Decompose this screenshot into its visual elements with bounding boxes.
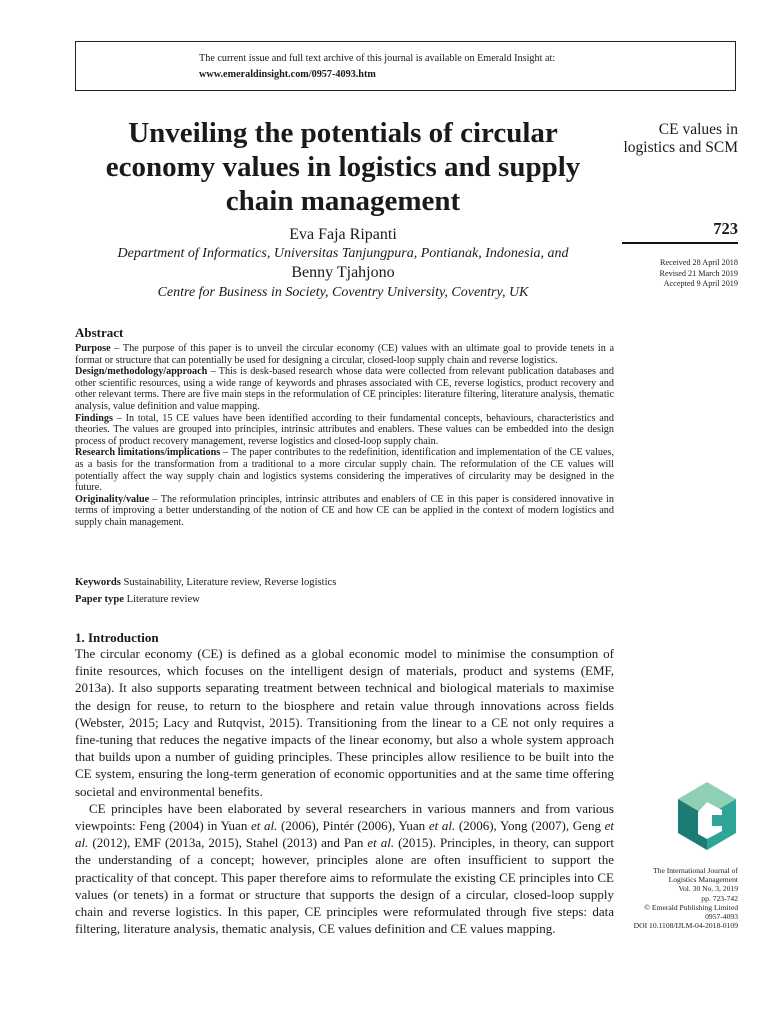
paper-type: Paper type Literature review	[75, 594, 200, 605]
introduction-body	[75, 645, 614, 937]
emerald-logo-icon	[676, 782, 738, 850]
copyright: © Emerald Publishing Limited	[644, 902, 738, 912]
section-heading: 1. Introduction	[75, 630, 159, 645]
abstract-originality: Originality/value – The reformulation principles, intrinsic attributes and enablers of CE in this paper is considered innovative in terms of improving a better understanding of the notion of CE and how CE can be applied in the context of modern logistics and supply chain management.	[75, 493, 614, 528]
author-affiliation: Department of Informatics, Universitas Tanjungpura, Pontianak, Indonesia, and	[117, 246, 569, 261]
abstract-body	[75, 343, 614, 529]
issn: 0957-4093	[705, 912, 738, 922]
doi[interactable]: DOI 10.1108/IJLM-04-2018-0109	[633, 921, 738, 931]
journal-name: The International Journal of	[653, 866, 738, 875]
abstract-design: Design/methodology/approach – This is desk-based research whose data were collected from relevant publication databases and other scientific resources, using a wide range of keywords and phrases associated with CE, reverse logistics, product recovery and other relevant terms. There are five main steps in the reformulation of CE principles: literature filtering, literature analysis, thematic analysis, value definition and value mapping.	[75, 366, 614, 412]
abstract-limitations: Research limitations/implications – The paper contributes to the redefinition, identification and implementation of the CE values, as a basis for the transformation from a traditional to a more circular supply chain. The reformulation of the CE values will potentially affect the way supply chain and logistics systems considering the imperatives of circularity may be designed in the future.	[75, 447, 614, 494]
abstract-findings: Findings – In total, 15 CE values have been identified according to their fundamental concepts, behaviours, characteristics and theories. The values are grouped into principles, intrinsic attributes and enablers. These values can be embedded into the design process of product recovery management, reverse logistics and closed-loop supply chain.	[75, 412, 614, 447]
received-date: Received 28 April 2018	[660, 258, 738, 267]
author-name: Eva Faja Ripanti	[289, 226, 397, 243]
abstract-purpose: Purpose – The purpose of this paper is to unveil the circular economy (CE) values with an ultimate goal to provide tenets in a format or structure that can potentially be used for designing a circular, closed-loop supply chain and reverse logistics.	[75, 343, 614, 366]
journal-pages: pp. 723-742	[701, 893, 738, 903]
submission-dates	[600, 258, 738, 290]
paragraph: The circular economy (CE) is defined as a global economic model to minimise the consumption of finite resources, which focuses on the intelligent design of materials, product and systems (EMF, 2013a). It also supports separating treatment between technical and biological materials to maximise the design for reuse, to return to the biosphere and retain value through innovations across fields (Webster, 2015; Lacy and Rutqvist, 2015). Transitioning from the linear to a CE not only requires a fine-tuning that reduces the negative impacts of the linear economy, but also a whole system approach that builds upon a number of guiding principles. These principles allow resilience to be built into the CE system, ensuring the long-term generation of economic opportunities and at the same time offering societal and environmental benefits.	[75, 646, 614, 799]
accepted-date: Accepted 9 April 2019	[663, 279, 738, 288]
journal-name: Logistics Management	[668, 875, 738, 885]
running-title: CE values in logistics and SCM	[623, 121, 738, 156]
page-number: 723	[713, 219, 738, 238]
availability-text: The current issue and full text archive of this journal is available on Emerald Insight at:	[199, 53, 556, 64]
paragraph: CE principles have been elaborated by several researchers in various manners and from various viewpoints: Feng (2004) in Yuan et al. (2006), Pintér (2006), Yuan et al. (2006), Yong (2007), Geng et al. (2012), EMF (2013a, 2015), Stahel (2013) and Pan et al. (2015). Principles, in theory, can support the understanding of a concept; however, principles alone are often insufficient to support the practicality of that concept. This paper therefore aims to reformulate the existing CE principles into CE values (or tenets) in a format or structure that supports the design of a circular, closed-loop supply chain and reverse logistics. In this paper, CE principles were reformulated through five steps: data filtering, literature analysis, thematic analysis, CE values definition and CE values mapping.	[75, 800, 614, 937]
paper-title: Unveiling the potentials of circular economy values in logistics and supply chain management	[105, 117, 581, 217]
availability-notice	[75, 41, 736, 91]
journal-info	[600, 866, 738, 930]
keywords: Keywords Sustainability, Literature review, Reverse logistics	[75, 577, 337, 588]
journal-url[interactable]: www.emeraldinsight.com/0957-4093.htm	[199, 69, 376, 80]
abstract-heading: Abstract	[75, 325, 124, 340]
journal-volume: Vol. 30 No. 3, 2019	[678, 884, 738, 894]
author-name: Benny Tjahjono	[291, 264, 395, 281]
author-affiliation: Centre for Business in Society, Coventry University, Coventry, UK	[157, 285, 529, 300]
divider	[622, 242, 738, 244]
revised-date: Revised 21 March 2019	[659, 268, 738, 278]
